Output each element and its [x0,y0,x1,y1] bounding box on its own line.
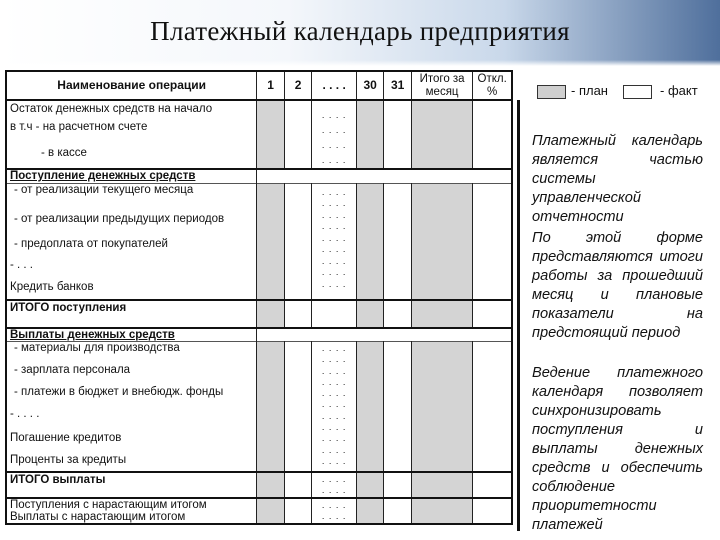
fact-cell [384,342,412,472]
plan-cell [257,498,285,524]
total-label: ИТОГО поступления [6,300,257,328]
plan-cell [356,342,384,472]
row-label: - предоплата от покупателей [14,237,168,250]
header-deviation: Откл. % [473,71,512,100]
row-label: - в кассе [41,147,87,159]
dots-cell: . . . . . . . . . . . . . . . . . . . . . . . . . . . . . . . . . . . . [321,186,347,289]
row-label: Поступления с нарастающим итогом [10,498,207,511]
plan-cell [257,342,285,472]
total-row [6,472,512,498]
note-paragraph: Платежный календарь является частью системы управленческой отчетности [532,133,703,225]
fact-cell [473,100,512,169]
row-label: в т.ч - на расчетном счете [10,121,148,133]
plan-cell [411,300,472,328]
row-label: - . . . . [10,408,40,420]
dots-cell: . . . . . . . . [321,499,347,521]
fact-cell [384,300,412,328]
fact-cell [384,183,412,300]
legend-fact-swatch [623,85,652,99]
plan-cell [356,472,384,498]
fact-cell [473,342,512,472]
plan-cell [411,498,472,524]
table-row [6,183,512,300]
fact-cell [473,300,512,328]
plan-cell [411,342,472,472]
table-row [6,100,512,169]
table-row [6,498,512,524]
plan-cell [356,300,384,328]
fact-cell [284,472,312,498]
header-month-total: Итого за месяц [411,71,472,100]
row-label: - зарплата персонала [14,364,131,376]
dots-cell: . . . . . . . . . . . . . . . . [321,110,347,165]
table-row [6,342,512,472]
table-body [6,100,512,524]
legend-fact-label: - факт [660,83,698,98]
plan-cell [257,300,285,328]
section-label: Поступление денежных средств [6,169,257,183]
fact-cell [284,300,312,328]
plan-cell [257,100,285,169]
header-day-1: 1 [257,71,285,100]
plan-cell [257,472,285,498]
legend-plan-swatch [537,85,566,99]
row-label: - материалы для производства [14,342,180,354]
plan-cell [356,100,384,169]
fact-cell [473,183,512,300]
row-label: Кредить банков [10,280,94,293]
dots-cell: . . . . . . . . . . . . . . . . . . . . . . . . . . . . . . . . . . . . . . . . . . . . [321,343,347,466]
total-row [6,300,512,328]
plan-cell [356,498,384,524]
row-label: - от реализации предыдущих периодов [14,212,225,225]
row-label: - . . . [10,258,33,271]
header-day-ellipsis: . . . . [312,71,356,100]
fact-cell [384,472,412,498]
header-day-30: 30 [356,71,384,100]
row-label: Выплаты с нарастающим итогом [10,510,186,523]
calendar-sheet [5,70,513,532]
fact-cell [284,100,312,169]
plan-cell [356,183,384,300]
fact-cell [284,498,312,524]
fact-cell [473,472,512,498]
row-label: Погашение кредитов [10,432,122,444]
fact-cell [384,100,412,169]
fact-cell [284,342,312,472]
row-label: Остаток денежных средств на начало [10,103,213,115]
header-day-31: 31 [384,71,412,100]
header-day-2: 2 [284,71,312,100]
total-label: ИТОГО выплаты [6,472,257,498]
divider-line [517,100,520,531]
fact-cell [473,498,512,524]
plan-cell [411,100,472,169]
row-label: Проценты за кредиты [10,454,127,466]
row-label: - платежи в бюджет и внебюдж. фонды [14,386,224,398]
row-label: - от реализации текущего месяца [14,183,194,196]
section-row [6,169,512,183]
note-paragraph: По этой форме представляются итоги работы за прошедший месяц и плановые показатели на предстоящий период [532,230,703,341]
payment-calendar-table [5,70,513,525]
plan-cell [411,183,472,300]
dots-cell [312,300,356,328]
fact-cell [284,183,312,300]
plan-cell [411,472,472,498]
legend-plan-label: - план [571,83,608,98]
note-paragraph: Ведение платежного календаря позволяет синхронизировать поступления и выплаты денежных средств и обеспечить соблюдение приоритетности платежей [532,365,703,533]
dots-cell: . . . . . . . . [321,473,347,495]
fact-cell [384,498,412,524]
section-label: Выплаты денежных средств [6,328,257,342]
plan-cell [257,183,285,300]
slide-title: Платежный календарь предприятия [150,16,570,46]
header-operation-name: Наименование операции [6,71,257,100]
section-row [6,328,512,342]
